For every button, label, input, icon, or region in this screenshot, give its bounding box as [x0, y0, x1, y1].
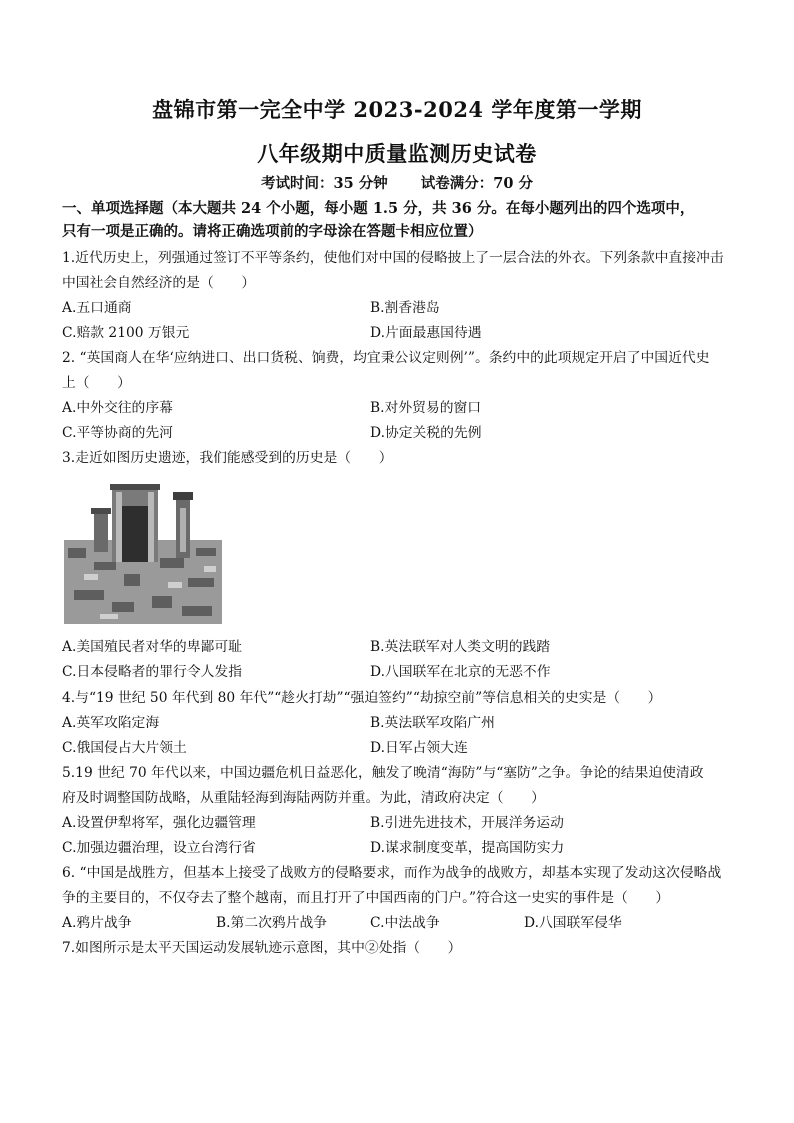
question-2-stem-line2: 上（ ） — [62, 375, 131, 391]
question-6-option-d[interactable]: D.八国联军侵华 — [524, 915, 622, 931]
question-1-stem-line2: 中国社会自然经济的是（ ） — [62, 275, 256, 291]
exam-meta — [0, 172, 794, 193]
question-5-option-b[interactable]: B.引进先进技术，开展洋务运动 — [370, 815, 564, 831]
question-1-option-d[interactable]: D.片面最惠国待遇 — [370, 325, 482, 341]
question-2-option-c[interactable]: C.平等协商的先河 — [62, 425, 174, 441]
question-3-option-a[interactable]: A.美国殖民者对华的卑鄙可耻 — [62, 639, 242, 655]
historical-ruins-photo — [64, 478, 222, 624]
exam-time: 考试时间：35 分钟 — [260, 175, 388, 192]
exam-title-school: 盘锦市第一完全中学 2023-2024 学年度第一学期 — [152, 97, 642, 122]
question-3-option-d[interactable]: D.八国联军在北京的无恶不作 — [370, 664, 551, 680]
question-5-option-c[interactable]: C.加强边疆治理，设立台湾行省 — [62, 840, 256, 856]
question-6-option-b[interactable]: B.第二次鸦片战争 — [216, 915, 328, 931]
question-5-stem-line1: 5.19 世纪 70 年代以来，中国边疆危机日益恶化，触发了晚清“海防”与“塞防”之争。争论的结果迫使清政 — [62, 765, 704, 781]
question-1-option-c[interactable]: C.赔款 2100 万银元 — [62, 325, 190, 341]
question-6-stem-line2: 争的主要目的，不仅夺去了整个越南，而且打开了中国西南的门户。”符合这一史实的事件是（ ） — [62, 890, 670, 906]
question-1-option-a[interactable]: A.五口通商 — [62, 300, 132, 316]
question-2-option-b[interactable]: B.对外贸易的窗口 — [370, 400, 482, 416]
question-3-stem: 3.走近如图历史遗迹，我们能感受到的历史是（ ） — [62, 450, 393, 466]
section-heading — [62, 197, 752, 243]
question-4-stem: 4.与“19 世纪 50 年代到 80 年代”“趁火打劫”“强迫签约”“劫掠空前”等信息相关的史实是（ ） — [62, 690, 662, 706]
question-5-stem-line2: 府及时调整国防战略，从重陆轻海到海陆两防并重。为此，清政府决定（ ） — [62, 790, 545, 806]
question-4-option-d[interactable]: D.日军占领大连 — [370, 740, 468, 756]
question-2-option-d[interactable]: D.协定关税的先例 — [370, 425, 482, 441]
question-4-option-a[interactable]: A.英军攻陷定海 — [62, 715, 160, 731]
question-6-option-a[interactable]: A.鸦片战争 — [62, 915, 132, 931]
question-3-option-b[interactable]: B.英法联军对人类文明的践踏 — [370, 639, 551, 655]
question-7-stem: 7.如图所示是太平天国运动发展轨迹示意图，其中②处指（ ） — [62, 940, 462, 956]
question-6-option-c[interactable]: C.中法战争 — [370, 915, 440, 931]
question-5-option-d[interactable]: D.谋求制度变革，提高国防实力 — [370, 840, 565, 856]
question-1-stem-line1: 1.近代历史上，列强通过签订不平等条约，使他们对中国的侵略披上了一层合法的外衣。下列条款中直接冲击 — [62, 250, 724, 266]
question-1-option-b[interactable]: B.割香港岛 — [370, 300, 440, 316]
section-heading-line2: 只有一项是正确的。请将正确选项前的字母涂在答题卡相应位置） — [62, 223, 483, 240]
question-5-option-a[interactable]: A.设置伊犁将军，强化边疆管理 — [62, 815, 256, 831]
question-2-option-a[interactable]: A.中外交往的序幕 — [62, 400, 173, 416]
question-6-stem-line1: 6. “中国是战胜方，但基本上接受了战败方的侵略要求，而作为战争的战败方，却基本实现了发动这次侵略战 — [62, 865, 722, 881]
question-4-option-b[interactable]: B.英法联军攻陷广州 — [370, 715, 495, 731]
question-2-stem-line1: 2. “英国商人在华‘应纳进口、出口货税、饷费，均宜秉公议定则例’”。条约中的此项规定开启了中国近代史 — [62, 350, 710, 366]
section-heading-line1: 一、单项选择题（本大题共 24 个小题，每小题 1.5 分，共 36 分。在每小题列出的四个选项中， — [62, 200, 695, 217]
full-score: 试卷满分：70 分 — [420, 175, 534, 192]
exam-title-subject: 八年级期中质量监测历史试卷 — [257, 141, 537, 166]
question-4-option-c[interactable]: C.俄国侵占大片领土 — [62, 740, 187, 756]
question-3-option-c[interactable]: C.日本侵略者的罪行令人发指 — [62, 664, 243, 680]
